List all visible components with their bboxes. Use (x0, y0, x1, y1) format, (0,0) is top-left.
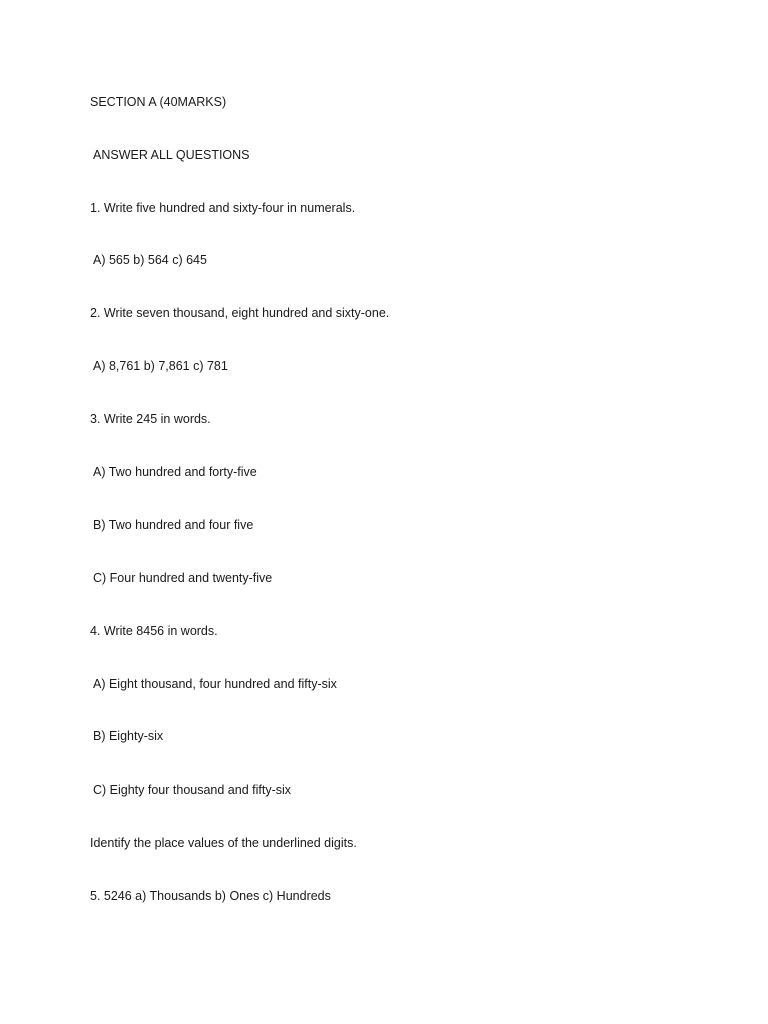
question-5: 5. 5246 a) Thousands b) Ones c) Hundreds (90, 889, 331, 903)
question-3-option-a: A) Two hundred and forty-five (93, 465, 257, 479)
question-4-option-a: A) Eight thousand, four hundred and fifty-six (93, 677, 337, 691)
question-4-prompt: 4. Write 8456 in words. (90, 624, 218, 638)
question-2-prompt: 2. Write seven thousand, eight hundred and sixty-one. (90, 306, 390, 320)
section-heading: SECTION A (40MARKS) (90, 95, 227, 109)
question-3-prompt: 3. Write 245 in words. (90, 412, 211, 426)
instruction: ANSWER ALL QUESTIONS (93, 148, 250, 162)
sub-instruction: Identify the place values of the underlined digits. (90, 836, 357, 850)
question-4-option-b: B) Eighty-six (93, 729, 164, 743)
question-4-option-c: C) Eighty four thousand and fifty-six (93, 783, 292, 797)
question-1-prompt: 1. Write five hundred and sixty-four in numerals. (90, 201, 356, 215)
question-2-options: A) 8,761 b) 7,861 c) 781 (93, 359, 228, 373)
question-1-options: A) 565 b) 564 c) 645 (93, 253, 207, 267)
question-3-option-b: B) Two hundred and four five (93, 518, 254, 532)
question-3-option-c: C) Four hundred and twenty-five (93, 571, 273, 585)
